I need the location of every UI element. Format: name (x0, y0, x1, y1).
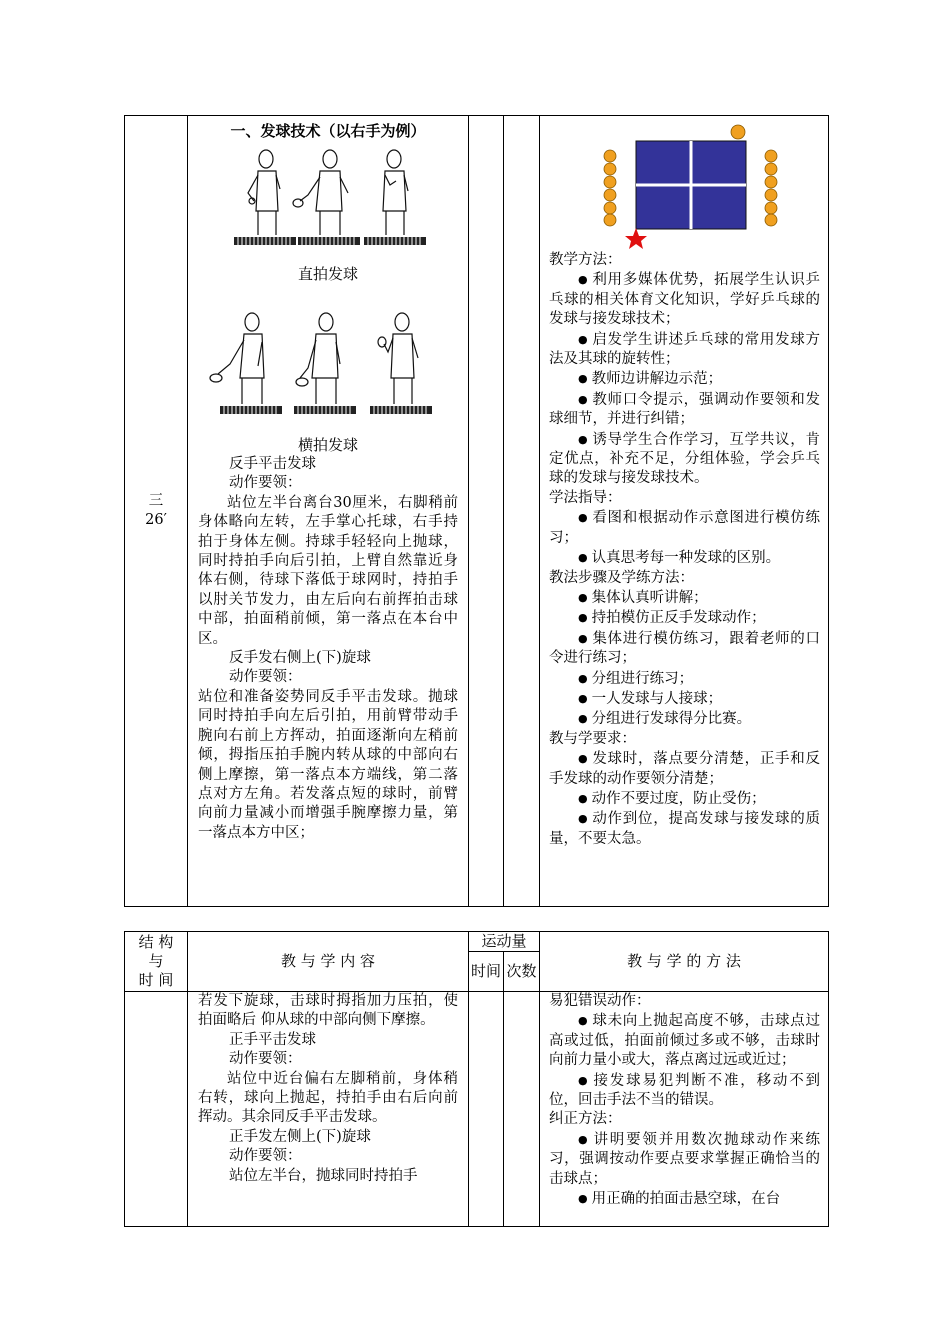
method-bullet: ● 认真思考每一种发球的区别。 (578, 550, 781, 567)
content-line: 动作要领： (229, 1051, 302, 1068)
method-line: 纠正方法： (549, 1111, 622, 1128)
header-time-col: 时间 (469, 952, 504, 992)
content-line: 站位左半台离台30厘米，右脚稍前身体略向左转，左手掌心托球，右手持拍于身体左侧。持球手轻轻向上抛球，同时持拍手向后引拍，上臂自然靠近身体右侧，待球下落低于球网时，持拍手以肘关节发力，由左后向右前挥拍击球中部，拍面稍前倾，第一落点在本台中区。 (198, 494, 458, 647)
exercise-count-cell (504, 116, 540, 907)
bullet-icon: ● (578, 551, 588, 565)
method-line: 教与学要求： (549, 730, 636, 747)
content-text (188, 455, 468, 843)
method-bullet: ● 动作到位，提高发球与接发球的质量，不要太急。 (549, 811, 820, 847)
method-bullet: ● 诱导学生合作学习，互学共议，肯定优点，补充不足，分组体验，学会乒乓球的发球与接发球技术。 (549, 431, 820, 487)
header-structure: 结 构 与 时 间 (125, 932, 188, 992)
bullet-icon: ● (578, 791, 588, 805)
content-line: 反手平击发球 (229, 456, 316, 472)
content-line: 若发下旋球，击球时拇指加力压拍，使拍面略后 仰从球的中部向侧下摩擦。 (198, 993, 458, 1029)
lesson-table-2 (124, 931, 829, 1227)
section-title: 一、发球技术（以右手为例） (230, 122, 426, 140)
penhold-serve-figures (188, 141, 469, 251)
court-diagram (540, 116, 828, 251)
header-count-col: 次数 (504, 952, 540, 992)
time-label: 26′ (145, 512, 167, 528)
method-bullet: ● 分组进行练习； (578, 670, 694, 687)
method-text (540, 251, 828, 849)
lesson-table-1 (124, 115, 829, 907)
content-line: 动作要领： (229, 475, 302, 492)
shakehand-caption: 横拍发球 (297, 436, 358, 454)
structure-time-cell (125, 116, 188, 907)
method-bullet: ● 集体进行模仿练习，跟着老师的口令进行练习； (549, 630, 820, 667)
bullet-icon: ● (578, 812, 589, 826)
method-bullet: ● 球未向上抛起高度不够，击球点过高或过低，拍面前倾过多或不够，击球时向前力量小或大，落点离过远或近过； (549, 1013, 821, 1069)
method-bullet: ● 发球时，落点要分清楚，正手和反手发球的动作要领分清楚； (549, 751, 820, 787)
method-bullet: ● 动作不要过度，防止受伤； (578, 790, 766, 807)
content-line: 动作要领： (229, 1148, 302, 1165)
method-line: 易犯错误动作： (549, 993, 651, 1009)
method-bullet: ● 讲明要领并用数次抛球动作来练习，强调按动作要点要求掌握正确恰当的击球点； (549, 1131, 821, 1187)
content-line: 站位中近台偏右左脚稍前，身体稍右转，球向上抛起，持拍手由右后向前挥动。其余同反手平击发球。 (198, 1070, 458, 1126)
exercise-time-cell (469, 992, 504, 1227)
content-text (188, 992, 468, 1186)
method-bullet: ● 分组进行发球得分比赛。 (578, 711, 752, 728)
bullet-icon: ● (578, 590, 588, 604)
bullet-icon: ● (578, 372, 588, 386)
exercise-time-cell (469, 116, 504, 907)
content-cell (188, 992, 469, 1227)
bullet-icon: ● (578, 691, 588, 705)
bullet-icon: ● (578, 332, 589, 346)
content-line: 站位和准备姿势同反手平击发球。抛球同时持拍手向左后引拍，用前臂带动手腕向右前上方挥动，拍面逐渐向左稍前倾，拇指压拍手腕内转从球的中部向右 侧上摩擦，第一落点本方端线，第二落点对方左角。若发落点短的球时，前臂向前力量减小而增强手腕摩擦力量，第一落点本方中区； (198, 688, 458, 841)
method-text (540, 992, 828, 1209)
content-cell (188, 116, 469, 907)
header-exercise: 运动量 (469, 932, 540, 952)
bullet-icon: ● (578, 432, 589, 446)
bullet-icon: ● (578, 671, 588, 685)
method-bullet: ● 集体认真听讲解； (578, 589, 708, 606)
court-icon (540, 116, 829, 251)
method-line: 教学方法： (549, 252, 622, 268)
bullet-icon: ● (578, 712, 588, 726)
bullet-icon: ● (578, 273, 589, 287)
header-content: 教 与 学 内 容 (188, 932, 469, 992)
exercise-count-cell (504, 992, 540, 1227)
bullet-icon: ● (578, 1132, 590, 1146)
content-line: 正手平击发球 (229, 1031, 316, 1048)
bullet-icon: ● (578, 1014, 589, 1028)
header-method: 教 与 学 的 方 法 (540, 932, 829, 992)
content-line: 反手发右侧上(下)旋球 (229, 650, 371, 667)
bullet-icon: ● (578, 752, 589, 766)
content-line: 正手发左侧上(下)旋球 (229, 1128, 371, 1145)
method-bullet: ● 接发球易犯判断不准，移动不到位，回击手法不当的错误。 (549, 1072, 821, 1109)
bullet-icon: ● (578, 631, 589, 645)
bullet-icon: ● (578, 1192, 588, 1206)
method-cell (540, 116, 829, 907)
method-bullet: ● 利用多媒体优势，拓展学生认识乒乓球的相关体育文化知识，学好乒乓球的发球与接发球技术； (549, 272, 820, 328)
method-cell (540, 992, 829, 1227)
bullet-icon: ● (578, 392, 589, 406)
bullet-icon: ● (578, 611, 588, 625)
method-bullet: ● 教师边讲解边示范； (578, 371, 723, 388)
method-line: 学法指导： (549, 489, 622, 506)
method-bullet: ● 启发学生讲述乒乓球的常用发球方法及其球的旋转性； (549, 331, 820, 368)
method-bullet: ● 教师口令提示，强调动作要领和发球细节，并进行纠错； (549, 391, 820, 428)
method-line: 教法步骤及学练方法： (549, 569, 694, 586)
method-bullet: ● 一人发球与人接球； (578, 690, 723, 707)
bullet-icon: ● (578, 511, 589, 525)
structure-label: 三 (148, 492, 164, 509)
method-bullet: ● 持拍模仿正反手发球动作； (578, 610, 766, 627)
structure-time-cell (125, 992, 188, 1227)
content-line: 站位左半台，抛球同时持拍手 (229, 1167, 418, 1184)
shakehand-serve-figures (188, 304, 469, 424)
method-bullet: ● 看图和根据动作示意图进行模仿练习； (549, 510, 820, 546)
method-bullet: ● 用正确的拍面击悬空球，在台 (578, 1191, 781, 1208)
bullet-icon: ● (578, 1073, 590, 1087)
content-line: 动作要领： (229, 669, 302, 686)
penhold-caption: 直拍发球 (297, 265, 358, 283)
